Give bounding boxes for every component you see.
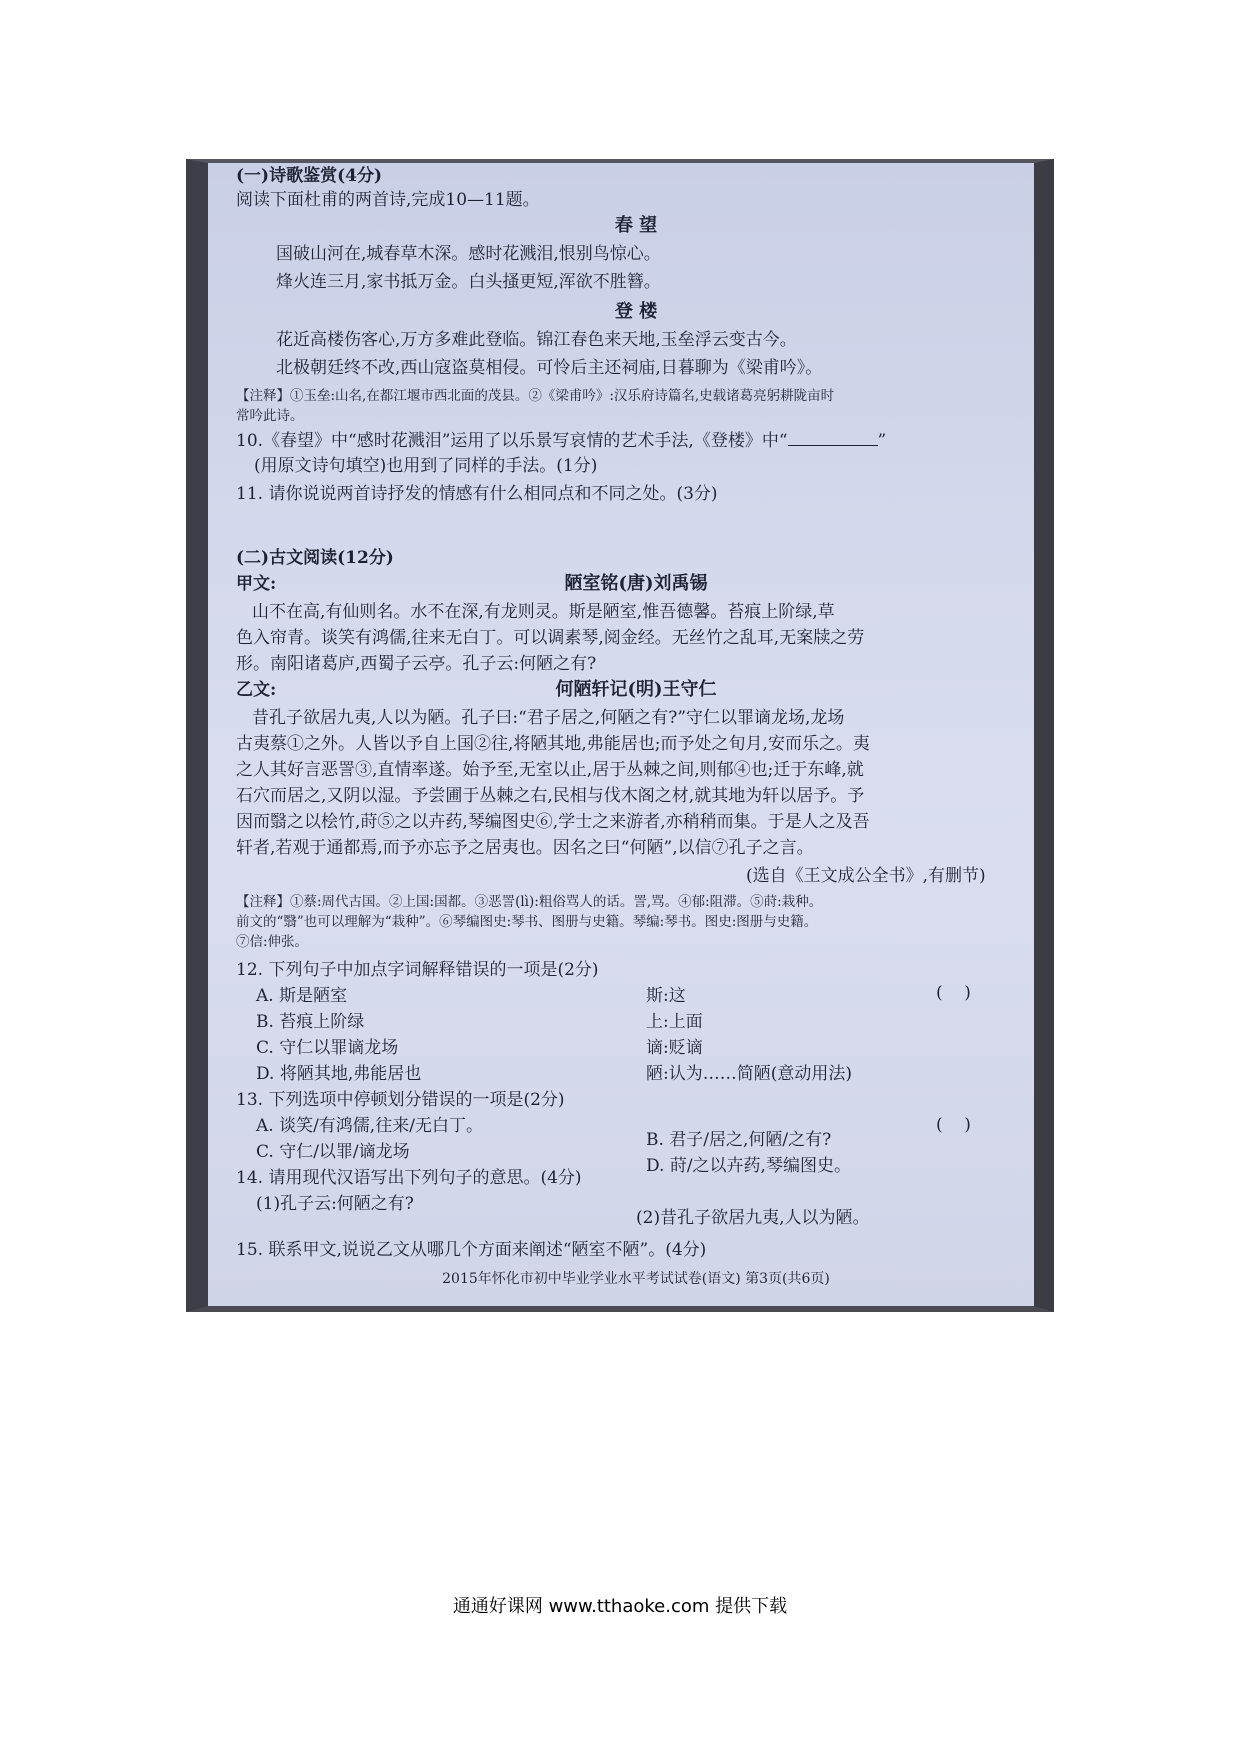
jia-title: 陋室铭(唐)刘禹锡 (564, 573, 708, 594)
question-10-cont: (用原文诗句填空)也用到了同样的手法。(1分) (254, 456, 598, 476)
question-15-stem: 15. 联系甲文,说说乙文从哪几个方面来阐述“陋室不陋”。(4分) (236, 1240, 707, 1260)
q13-option-d: D. 莳/之以卉药,琴编图史。 (646, 1156, 851, 1176)
yi-label: 乙文: (236, 680, 277, 700)
yi-text-line: 昔孔子欲居九夷,人以为陋。孔子曰:“君子居之,何陋之有?”守仁以罪谪龙场,龙场 (252, 708, 845, 728)
poetry-intro: 阅读下面杜甫的两首诗,完成10—11题。 (236, 190, 540, 210)
q12-option-d: D. 将陋其地,弗能居也 (256, 1064, 422, 1084)
site-credit: 通通好课网 www.tthaoke.com 提供下载 (452, 1596, 788, 1617)
q13-option-a: A. 谈笑/有鸿儒,往来/无白丁。 (256, 1116, 483, 1136)
question-13-stem: 13. 下列选项中停顿划分错误的一项是(2分) (236, 1090, 565, 1110)
q12-option-b: B. 苔痕上阶绿 (256, 1012, 365, 1032)
q14-part-1: (1)孔子云:何陋之有? (256, 1194, 414, 1214)
yi-title: 何陋轩记(明)王守仁 (555, 679, 717, 700)
q12-option-b-gloss: 上:上面 (646, 1012, 703, 1032)
poem1-title: 春 望 (614, 215, 658, 236)
jia-label: 甲文: (236, 574, 277, 594)
poem2-line: 北极朝廷终不改,西山寇盗莫相侵。可怜后主还祠庙,日暮聊为《梁甫吟》。 (276, 358, 823, 378)
exam-sheet (236, 163, 1036, 1306)
page-footer: 2015年怀化市初中毕业学业水平考试试卷(语文) 第3页(共6页) (442, 1271, 830, 1287)
poem1-line: 国破山河在,城春草木深。感时花溅泪,恨别鸟惊心。 (276, 244, 661, 264)
q10-answer-blank[interactable] (788, 429, 878, 446)
classical-note: 前文的“翳”也可以理解为“栽种”。⑥琴编图史:琴书、图册与史籍。琴编:琴书。图史:图册与史籍。 (236, 914, 818, 930)
q13-option-c: C. 守仁/以罪/谪龙场 (256, 1142, 410, 1162)
yi-text-line: 因而翳之以桧竹,莳⑤之以卉药,琴编图史⑥,学士之来游者,亦稍稍而集。于是人之及吾 (236, 812, 870, 832)
poem2-title: 登 楼 (614, 301, 658, 322)
q12-option-c: C. 守仁以罪谪龙场 (256, 1038, 399, 1058)
classical-note: ⑦信:伸张。 (236, 934, 309, 950)
jia-text-line: 形。南阳诸葛庐,西蜀子云亭。孔子云:何陋之有? (236, 654, 597, 674)
yi-text-line: 轩者,若观于通都焉,而予亦忘予之居夷也。因名之曰“何陋”,以信⑦孔子之言。 (236, 838, 814, 858)
jia-text-line: 山不在高,有仙则名。水不在深,有龙则灵。斯是陋室,惟吾德馨。苔痕上阶绿,草 (252, 602, 835, 622)
question-12-stem: 12. 下列句子中加点字词解释错误的一项是(2分) (236, 960, 599, 980)
jia-text-line: 色入帘青。谈笑有鸿儒,往来无白丁。可以调素琴,阅金经。无丝竹之乱耳,无案牍之劳 (236, 628, 865, 648)
classical-section-title: (二)古文阅读(12分) (236, 548, 394, 568)
yi-source: (选自《王文成公全书》,有删节) (746, 866, 986, 886)
q14-part-2: (2)昔孔子欲居九夷,人以为陋。 (636, 1208, 870, 1228)
q12-option-c-gloss: 谪:贬谪 (646, 1038, 703, 1058)
q10-text: 10.《春望》中“感时花溅泪”运用了以乐景写哀情的艺术手法,《登楼》中“ (236, 431, 788, 451)
q12-option-a: A. 斯是陋室 (256, 986, 348, 1006)
yi-text-line: 之人其好言恶詈③,直情率遂。始予至,无室以止,居于丛棘之间,则郁④也;迁于东峰,就 (236, 760, 864, 780)
classical-note: 【注释】①蔡:周代古国。②上国:国都。③恶詈(lì):粗俗骂人的话。詈,骂。④郁:阻滞。⑤莳:栽种。 (236, 894, 823, 910)
q13-answer-paren[interactable]: ( ) (936, 1115, 971, 1135)
q12-option-a-gloss: 斯:这 (646, 986, 686, 1006)
q12-option-d-gloss: 陋:认为……简陋(意动用法) (646, 1064, 852, 1084)
question-11: 11. 请你说说两首诗抒发的情感有什么相同点和不同之处。(3分) (236, 484, 718, 504)
q12-answer-paren[interactable]: ( ) (936, 983, 971, 1003)
poetry-note: 常吟此诗。 (236, 408, 304, 424)
question-10 (236, 429, 886, 452)
yi-text-line: 古夷蔡①之外。人皆以予自上国②往,将陋其地,弗能居也;而予处之旬月,安而乐之。夷 (236, 734, 870, 754)
question-14-stem: 14. 请用现代汉语写出下列句子的意思。(4分) (236, 1168, 582, 1188)
exam-page-photo (186, 159, 1054, 1312)
yi-text-line: 石穴而居之,又阴以湿。予尝圃于丛棘之右,民相与伐木阁之材,就其地为轩以居予。予 (236, 786, 865, 806)
q10-quote-close: ” (877, 431, 887, 451)
q13-option-b: B. 君子/居之,何陋/之有? (646, 1130, 832, 1150)
poem1-line: 烽火连三月,家书抵万金。白头搔更短,浑欲不胜簪。 (276, 272, 661, 292)
poetry-section-title: (一)诗歌鉴赏(4分) (236, 166, 383, 186)
poem2-line: 花近高楼伤客心,万方多难此登临。锦江春色来天地,玉垒浮云变古今。 (276, 330, 797, 350)
poetry-note: 【注释】①玉垒:山名,在都江堰市西北面的茂县。②《梁甫吟》:汉乐府诗篇名,史载诸葛亮躬耕陇亩时 (236, 388, 835, 404)
